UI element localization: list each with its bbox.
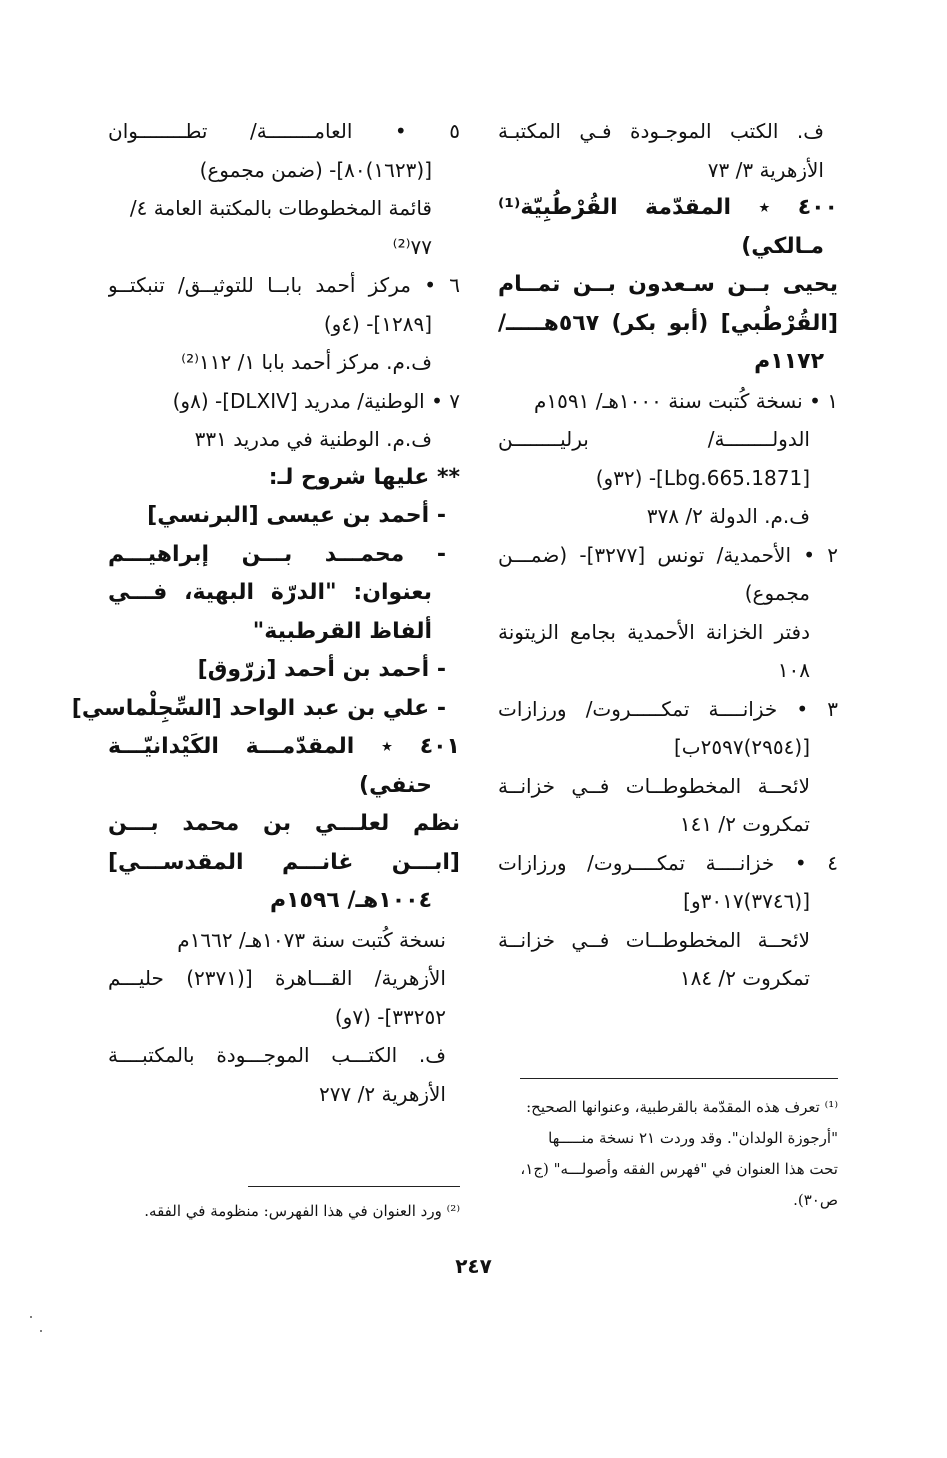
text-line: ف. الكتب الموجـودة فـي المكتبـة [498,119,824,143]
text-line: [ابـــن غانـــم المقدســـي] [108,849,460,875]
text-line: ٣ • خزانــــة تمكـــــروت/ ورزازات [498,696,838,721]
text-line: ١٠٠٤هـ/ ١٥٩٦م [269,888,432,913]
text-line: ٤٠١ ٭ المقدّمـــة الكَيْدانيّـــة [108,734,460,759]
footnote-line: تحت هذا العنوان في "فهرس الفقه وأصولـــه" (ج١، [520,1160,838,1178]
text-line: ف.م. الوطنية في مدريد ٣٣١ [194,427,432,451]
text-line: يحيى بــن سـعدون بــن تمــام [498,272,838,297]
footnote-left [120,1196,460,1227]
text-line: ٤ • خزانــــة تمكــــروت/ ورزازات [498,850,838,875]
text-line: نظم لعلـــي بن محمد بـــن [108,811,460,836]
text-line: [(١٦٢٣)٨٠]- (ضمن مجموع) [199,157,432,182]
footnote-line: "أرجوزة الولدان". وقد وردت ٢١ نسخة منـــــها [548,1129,838,1147]
text-line: ١ • نسخة كُتبت سنة ١٠٠٠هـ/ ١٥٩١م [534,388,838,413]
text-line: ١١٧٢م [754,349,824,374]
text-line: دفتر الخزانة الأحمدية بجامع الزيتونة [498,619,810,644]
footnote-line: ⁽²⁾ ورد العنوان في هذا الفهرس: منظومة في الفقه. [144,1202,460,1220]
text-line: ف.م. الدولة ٢/ ٣٧٨ [646,504,810,528]
text-line: ** عليها شروح لـ: [268,464,460,490]
text-line: لائحــة المخطوطــات فــي خزانــة [498,773,810,798]
scan-speck [40,1330,42,1332]
text-line: [١٢٨٩]- (٤و) [323,311,432,336]
footnote-right [488,1092,838,1216]
text-line: الدولــــــــة/ برليــــــــن [498,427,810,451]
text-line: الأزهرية/ القـــاهرة [(٢٣٧١) حليـــم [108,966,446,990]
text-line: ١٠٨ [777,658,810,682]
footnote-rule-right [520,1078,838,1079]
footnote-line: ⁽¹⁾ تعرف هذه المقدّمة بالقرطبية، وعنوانها الصحيح: [526,1098,838,1116]
text-line: بعنوان: "الدرّة البهية، فـــي [108,580,432,605]
footnote-line: ص٣٠). [793,1191,838,1209]
text-line: ٤٠٠ ٭ المقدّمة القُرْطُبِيّة⁽¹⁾ [498,195,838,220]
text-line: قائمة المخطوطات بالمكتبة العامة ٤/ [129,196,432,220]
text-line: - محمـــد بـــن إبراهيـــم [108,541,446,567]
left-column [71,112,460,1113]
text-line: [1871.Lbg.665]- (٣٢و) [595,465,810,490]
text-line: ٣٣٢٥٢]- (٧و) [334,1004,446,1029]
text-line: - علي بن عبد الواحد [السِّجِلْماسي] [71,695,446,721]
text-line: [القُرْطُبي] (أبو بكر) ٥٦٧هـــــ/ [498,310,838,336]
text-line: نسخة كُتبت سنة ١٠٧٣هـ/ ١٦٦٢م [177,927,446,952]
text-line: الأزهرية ٢/ ٢٧٧ [319,1081,446,1106]
text-line: حنفي) [359,772,432,798]
text-line: ٥ • العامــــــــة/ تطــــــــوان [108,119,460,143]
text-line: ٧ • الوطنية/ مدريد [DLXIV]- (٨و) [172,388,460,413]
text-line: [(٢٩٥٤)٢٥٩٧ب] [674,735,810,759]
text-line: ف. الكتـــب الموجـــودة بالمكتبــــة [108,1043,446,1067]
text-line: لائحــة المخطوطــات فــي خزانــة [498,927,810,952]
right-column [498,112,838,998]
text-line: ألفاظ القرطبية" [252,618,432,644]
footnote-rule-left [248,1186,460,1187]
text-line: ٦ • مركز أحمد بابــا للتوثيــق/ تنبكتــو [108,273,460,297]
text-line: - أحمد بن عيسى [البرنسي] [147,503,446,528]
text-line: مجموع) [744,581,810,605]
text-line: الأزهرية ٣/ ٧٣ [707,157,824,182]
text-line: تمكروت ٢/ ١٨٤ [679,966,810,990]
text-line: [(٣٧٤٦)٣٠١٧و] [683,889,810,913]
text-line: ف.م. مركز أحمد بابا ١/ ١١٢⁽²⁾ [181,350,432,374]
page-number: ٢٤٧ [455,1254,492,1278]
text-line: ٧٧⁽²⁾ [392,234,432,259]
text-line: مـالكي) [741,233,824,259]
text-line: - أحمد بن أحمد [زرّوق] [197,657,446,682]
scan-speck [30,1316,32,1318]
text-line: ٢ • الأحمدية/ تونس [٣٢٧٧]- (ضمـــن [498,542,838,567]
text-line: تمكروت ٢/ ١٤١ [679,812,810,836]
